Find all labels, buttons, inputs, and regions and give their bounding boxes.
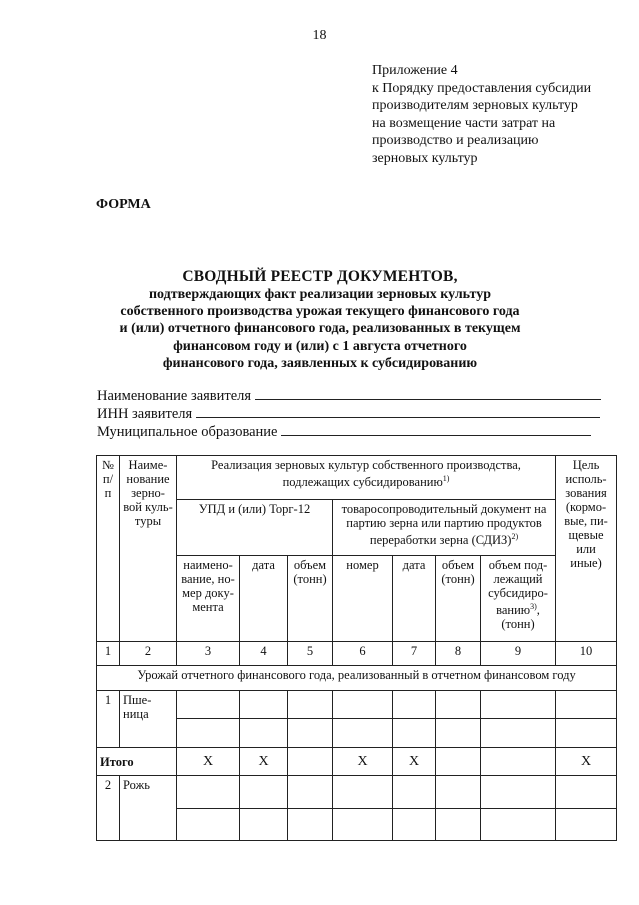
header-sdiz-number: номер bbox=[333, 556, 393, 642]
municipality-blank[interactable] bbox=[281, 422, 591, 436]
table-cell[interactable] bbox=[481, 719, 556, 748]
table-cell[interactable] bbox=[481, 776, 556, 809]
document-title bbox=[90, 267, 550, 372]
header-crop-name: Наиме-нование зерно-вой куль-туры bbox=[120, 456, 177, 642]
column-number: 3 bbox=[177, 642, 240, 666]
table-cell[interactable] bbox=[240, 809, 288, 841]
header-sales bbox=[177, 456, 556, 500]
table-cell[interactable] bbox=[333, 691, 393, 719]
applicant-name-label: Наименование заявителя bbox=[97, 388, 252, 404]
title-line: финансовом году и (или) с 1 августа отчетного bbox=[173, 338, 467, 354]
cross-mark: Х bbox=[556, 748, 617, 776]
table-cell[interactable] bbox=[240, 719, 288, 748]
table-cell[interactable] bbox=[333, 719, 393, 748]
table-cell[interactable] bbox=[556, 691, 617, 719]
registry-table bbox=[96, 455, 617, 841]
header-upd-name: наимено-вание, но-мер доку-мента bbox=[177, 556, 240, 642]
title-line: и (или) отчетного финансового года, реализованных в текущем bbox=[119, 321, 521, 337]
table-cell[interactable] bbox=[436, 691, 481, 719]
header-purpose: Цель исполь-зования (кормо-вые, пи-щевые или иные) bbox=[556, 456, 617, 642]
column-number: 7 bbox=[393, 642, 436, 666]
table-cell[interactable] bbox=[177, 719, 240, 748]
table-cell[interactable] bbox=[240, 776, 288, 809]
table-cell[interactable] bbox=[393, 776, 436, 809]
applicant-inn-blank[interactable] bbox=[196, 404, 600, 418]
table-cell[interactable] bbox=[288, 809, 333, 841]
appendix-line: производителям зерновых культур bbox=[372, 98, 578, 114]
appendix-line: производство и реализацию bbox=[372, 133, 539, 149]
cross-mark: Х bbox=[177, 748, 240, 776]
title-main: СВОДНЫЙ РЕЕСТР ДОКУМЕНТОВ, bbox=[182, 268, 458, 285]
header-sdiz-subsidy bbox=[481, 556, 556, 642]
title-line: собственного производства урожая текущего финансового года bbox=[120, 304, 520, 320]
header-sales-text: Реализация зерновых культур собственного производства, подлежащих субсидированию bbox=[211, 458, 521, 490]
cross-mark: Х bbox=[393, 748, 436, 776]
title-line: подтверждающих факт реализации зерновых культур bbox=[148, 287, 492, 302]
appendix-line: Приложение 4 bbox=[372, 63, 458, 78]
cross-mark: Х bbox=[333, 748, 393, 776]
table-cell[interactable] bbox=[393, 719, 436, 748]
applicant-inn-label: ИНН заявителя bbox=[97, 406, 193, 422]
header-upd-volume: объем (тонн) bbox=[288, 556, 333, 642]
column-number: 6 bbox=[333, 642, 393, 666]
header-upd-date: дата bbox=[240, 556, 288, 642]
table-cell[interactable] bbox=[333, 809, 393, 841]
column-number: 9 bbox=[481, 642, 556, 666]
header-sdiz-text: товаросопроводительный документ на партию зерна или партию продуктов переработки зерна (СДИЗ) bbox=[341, 502, 547, 548]
appendix-line: на возмещение части затрат на bbox=[372, 115, 556, 131]
section-title: Урожай отчетного финансового года, реализованный в отчетном финансовом году bbox=[97, 666, 617, 691]
column-number: 4 bbox=[240, 642, 288, 666]
table-cell[interactable] bbox=[240, 691, 288, 719]
applicant-name-field[interactable] bbox=[97, 386, 601, 405]
table-cell[interactable] bbox=[436, 719, 481, 748]
column-number: 2 bbox=[120, 642, 177, 666]
table-cell[interactable] bbox=[177, 809, 240, 841]
table-cell[interactable] bbox=[288, 719, 333, 748]
column-number: 5 bbox=[288, 642, 333, 666]
table-cell[interactable] bbox=[177, 776, 240, 809]
header-upd: УПД и (или) Торг-12 bbox=[177, 500, 333, 556]
appendix-note bbox=[372, 62, 622, 168]
table-cell[interactable] bbox=[333, 776, 393, 809]
footnote-2: 2) bbox=[511, 532, 519, 541]
table-cell[interactable] bbox=[481, 809, 556, 841]
table-cell[interactable] bbox=[556, 719, 617, 748]
header-sdiz-date: дата bbox=[393, 556, 436, 642]
form-label: ФОРМА bbox=[96, 197, 151, 212]
header-sdiz-subsidy-unit: , (тонн) bbox=[501, 603, 540, 632]
cross-mark: Х bbox=[240, 748, 288, 776]
table-cell[interactable] bbox=[436, 809, 481, 841]
column-number: 8 bbox=[436, 642, 481, 666]
total-label: Итого bbox=[97, 748, 177, 776]
crop-name-rye: Рожь bbox=[120, 776, 177, 841]
applicant-inn-field[interactable] bbox=[97, 404, 600, 423]
row-number: 2 bbox=[97, 776, 120, 841]
header-number: № п/п bbox=[97, 456, 120, 642]
footnote-1: 1) bbox=[442, 474, 450, 483]
table-cell[interactable] bbox=[177, 691, 240, 719]
applicant-name-blank[interactable] bbox=[255, 386, 601, 400]
table-cell[interactable] bbox=[481, 748, 556, 776]
table-cell[interactable] bbox=[556, 776, 617, 809]
table-cell[interactable] bbox=[436, 748, 481, 776]
table-cell[interactable] bbox=[393, 691, 436, 719]
table-cell[interactable] bbox=[288, 691, 333, 719]
footnote-3: 3) bbox=[530, 602, 537, 611]
municipality-field[interactable] bbox=[97, 422, 591, 441]
column-number: 1 bbox=[97, 642, 120, 666]
table-cell[interactable] bbox=[481, 691, 556, 719]
table-cell[interactable] bbox=[436, 776, 481, 809]
header-sdiz bbox=[333, 500, 556, 556]
header-sdiz-subsidy-text: объем под-лежащий субсидиро-ванию bbox=[488, 558, 548, 618]
table-cell[interactable] bbox=[288, 748, 333, 776]
page-number: 18 bbox=[312, 28, 327, 43]
municipality-label: Муниципальное образование bbox=[97, 424, 278, 440]
title-line: финансового года, заявленных к субсидированию bbox=[162, 355, 478, 371]
appendix-line: зерновых культур bbox=[372, 150, 478, 166]
crop-name-wheat: Пше-ница bbox=[120, 691, 177, 748]
row-number: 1 bbox=[97, 691, 120, 748]
header-sdiz-volume: объем (тонн) bbox=[436, 556, 481, 642]
column-number: 10 bbox=[556, 642, 617, 666]
table-cell[interactable] bbox=[556, 809, 617, 841]
appendix-line: к Порядку предоставления субсидии bbox=[372, 80, 592, 96]
table-cell[interactable] bbox=[393, 809, 436, 841]
table-cell[interactable] bbox=[288, 776, 333, 809]
